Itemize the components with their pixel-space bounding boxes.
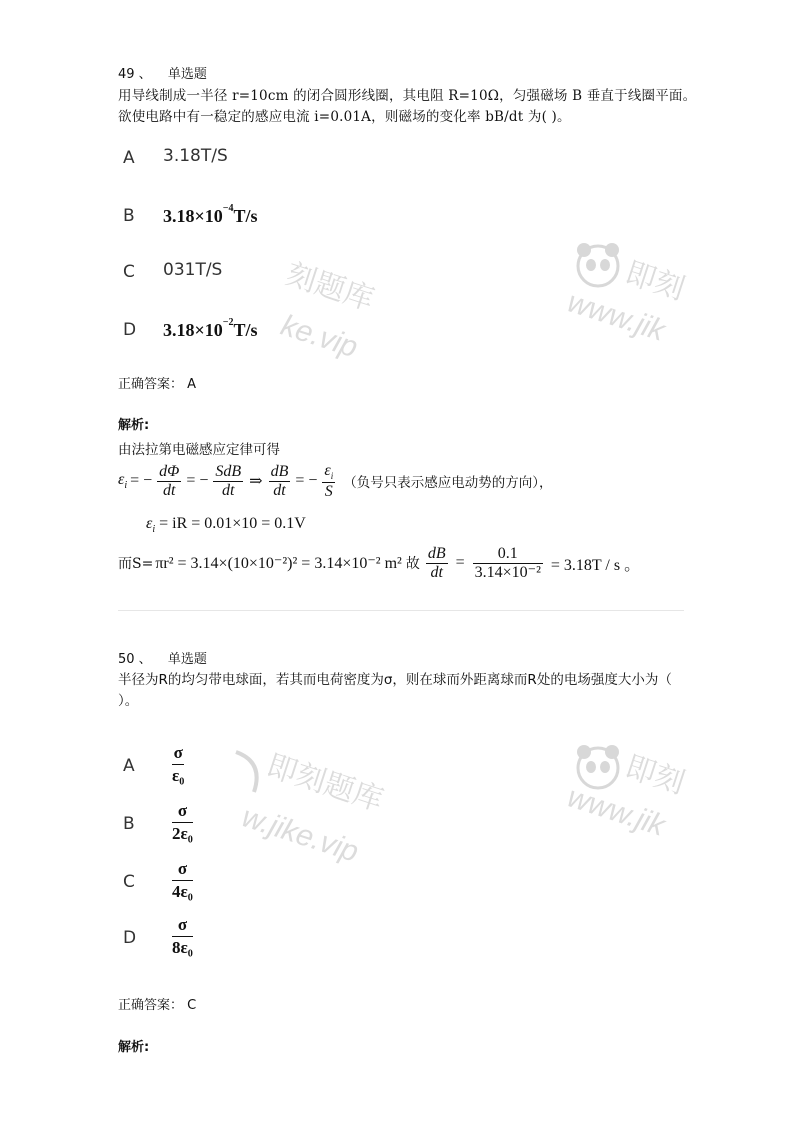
option-b-letter[interactable]: B <box>123 206 135 226</box>
option-d-value[interactable]: $3.18\times 10^{-2}T/s$ <box>163 317 258 340</box>
analysis-equation-2: $\varepsilon_i$ = iR = 0.01×10 = 0.1V <box>146 515 306 536</box>
question-number: 50 、 <box>118 652 152 667</box>
analysis-intro: 由法拉第电磁感应定律可得 <box>118 442 280 458</box>
option-c-letter[interactable]: C <box>123 262 135 282</box>
watermark-text: 即刻 <box>621 750 689 801</box>
question-header <box>118 648 207 667</box>
question-stem: 用导线制成一半径 r=10cm 的闭合圆形线圈，其电阻 R=10Ω，匀强磁场 B 垂直于线圈平面。欲使电路中有一稳定的感应电流 i=0.01A，则磁场的变化率 bB/dt 为( )。 <box>118 88 697 125</box>
question-number: 49 、 <box>118 67 152 82</box>
watermark-text: 即刻 <box>621 256 689 307</box>
option-a-letter[interactable]: A <box>123 148 135 168</box>
panda-logo-icon <box>234 742 268 794</box>
correct-answer <box>118 994 196 1013</box>
option-a-value[interactable]: σ ε₀ <box>172 743 185 786</box>
analysis-equation-1: $\varepsilon_i$ = − $\frac{d\Phi}{dt}$ = − $\frac{\text{SdB}}{dt}$ ⇒ $\frac{dB}{dt}$ = − $\frac{\varepsilon_i}{S}$ （负号只表示感应电动势的方向）， <box>118 462 553 501</box>
option-d-letter[interactable]: D <box>123 320 137 340</box>
panda-logo-icon <box>572 238 624 290</box>
answer-value: A <box>187 377 197 392</box>
answer-label: 正确答案： <box>118 998 184 1013</box>
answer-value: C <box>187 998 197 1013</box>
analysis-label: 解析: <box>118 418 150 433</box>
option-b-value[interactable]: σ 2ε₀ <box>172 801 193 844</box>
watermark-url: www.jik <box>563 780 669 843</box>
question-type: 单选题 <box>167 652 207 667</box>
answer-label: 正确答案： <box>118 377 184 392</box>
analysis-label: 解析: <box>118 1040 150 1055</box>
panda-logo-icon <box>572 740 624 792</box>
option-a-value[interactable]: 3.18T/S <box>163 146 228 166</box>
option-d-value[interactable]: σ 8ε₀ <box>172 915 193 958</box>
watermark-text: 刻题库 <box>282 257 378 317</box>
question-stem: 半径为R的均匀带电球面，若其而电荷密度为σ，则在球而外距离球而R处的电场强度大小为（ ）。 <box>118 672 672 709</box>
analysis-equation-3: 而S= πr² = 3.14×(10×10⁻²)² = 3.14×10⁻² m² 故 $\frac{dB}{dt}$ = $\frac{0.1}{\text{3.14×10⁻²}}$ = 3.18T / s 。 <box>118 545 641 581</box>
option-a-letter[interactable]: A <box>123 756 135 776</box>
correct-answer <box>118 373 196 392</box>
option-b-value[interactable]: $3.18\times 10^{-4}T/s$ <box>163 203 258 226</box>
watermark-text: 即刻题库 <box>262 749 388 818</box>
section-divider <box>118 610 684 611</box>
watermark-url: w.jike.vip <box>237 800 363 869</box>
option-c-value[interactable]: 031T/S <box>163 260 223 280</box>
option-c-letter[interactable]: C <box>123 872 135 892</box>
option-d-letter[interactable]: D <box>123 928 137 948</box>
watermark-url: ke.vip <box>276 308 362 365</box>
watermark-url: www.jik <box>563 285 669 348</box>
option-b-letter[interactable]: B <box>123 814 135 834</box>
question-type: 单选题 <box>167 67 207 82</box>
option-c-value[interactable]: σ 4ε₀ <box>172 859 193 902</box>
question-header <box>118 63 207 82</box>
